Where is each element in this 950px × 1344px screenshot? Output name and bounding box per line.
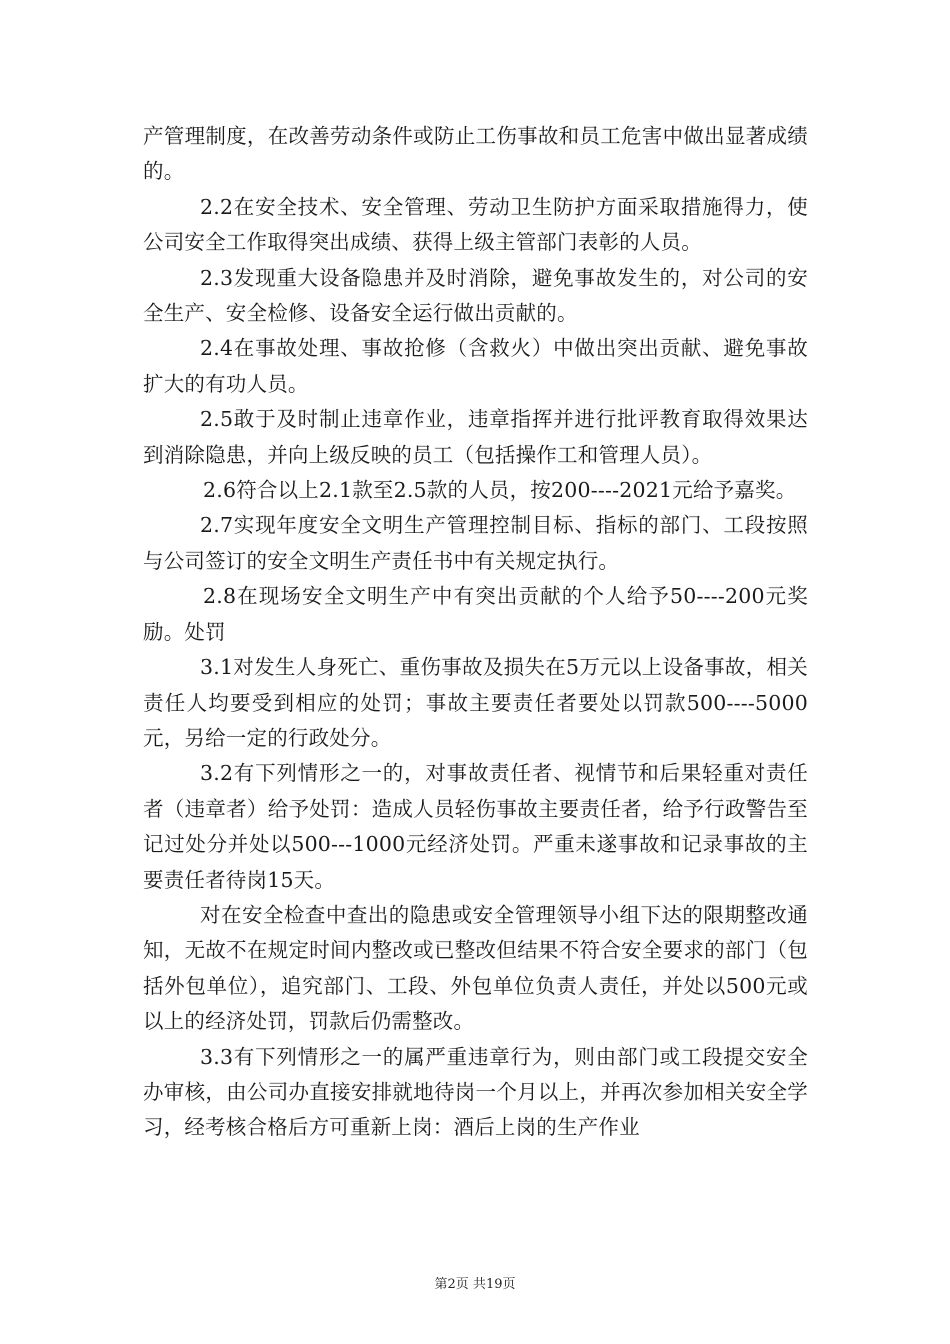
- paragraph-2-7: 2.7实现年度安全文明生产管理控制目标、指标的部门、工段按照与公司签订的安全文明生产责任书中有关规定执行。: [143, 513, 808, 573]
- footer-total-pages: 19: [485, 1277, 503, 1292]
- paragraph-rectification: 对在安全检查中查出的隐患或安全管理领导小组下达的限期整改通知，无故不在规定时间内整改或已整改但结果不符合安全要求的部门（包括外包单位），追究部门、工段、外包单位负责人责任，并处以500元或以上的经济处罚，罚款后仍需整改。: [143, 902, 808, 1034]
- footer-middle: 页 共: [455, 1277, 486, 1292]
- paragraph-2-8: 2.8在现场安全文明生产中有突出贡献的个人给予50----200元奖励。处罚: [143, 584, 808, 644]
- paragraph-2-6: 2.6符合以上2.1款至2.5款的人员，按200----2021元给予嘉奖。: [203, 478, 797, 503]
- footer-prefix: 第: [434, 1277, 448, 1292]
- page-footer: [0, 1276, 950, 1294]
- paragraph-2-2: 2.2在安全技术、安全管理、劳动卫生防护方面采取措施得力，使公司安全工作取得突出成绩、获得上级主管部门表彰的人员。: [143, 194, 808, 255]
- paragraph-continuation: 产管理制度，在改善劳动条件或防止工伤事故和员工危害中做出显著成绩的。: [143, 124, 808, 184]
- paragraph-3-1: 3.1对发生人身死亡、重伤事故及损失在5万元以上设备事故，相关责任人均要受到相应的处罚；事故主要责任者要处以罚款500----5000元，另给一定的行政处分。: [143, 655, 808, 750]
- footer-suffix: 页: [502, 1277, 516, 1292]
- paragraph-3-2: 3.2有下列情形之一的，对事故责任者、视情节和后果轻重对责任者（违章者）给予处罚：造成人员轻伤事故主要责任者，给予行政警告至记过处分并处以500---1000元经济处罚。严重未遂事故和记录事故的主要责任者待岗15天。: [143, 761, 808, 892]
- footer-current-page: 2: [447, 1277, 456, 1292]
- paragraph-2-3: 2.3发现重大设备隐患并及时消除，避免事故发生的，对公司的安全生产、安全检修、设备安全运行做出贡献的。: [143, 265, 808, 326]
- paragraph-3-3: 3.3有下列情形之一的属严重违章行为，则由部门或工段提交安全办审核，由公司办直接安排就地待岗一个月以上，并再次参加相关安全学习，经考核合格后方可重新上岗：酒后上岗的生产作业: [143, 1044, 808, 1140]
- document-body: [143, 119, 808, 1146]
- paragraph-2-5: 2.5敢于及时制止违章作业，违章指挥并进行批评教育取得效果达到消除隐患，并向上级反映的员工（包括操作工和管理人员）。: [143, 407, 808, 467]
- paragraph-2-4: 2.4在事故处理、事故抢修（含救火）中做出突出贡献、避免事故扩大的有功人员。: [143, 336, 808, 396]
